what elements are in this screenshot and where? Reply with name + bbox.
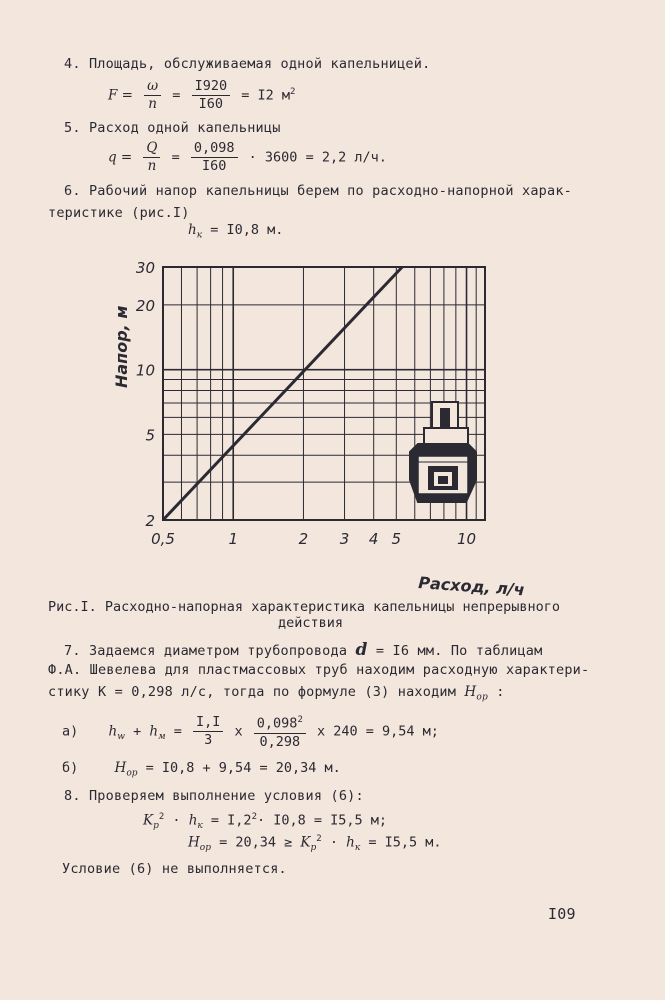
figure-caption-line1: Рис.I. Расходно-напорная характеристика капельницы непрерывного [48, 599, 561, 615]
y-tick-label: 5 [145, 426, 155, 445]
page-number: I09 [548, 905, 576, 923]
figure-caption-line2: действия [278, 615, 344, 631]
item-6-text-line2: теристике (рис.I) [48, 205, 190, 221]
y-tick-label: 30 [135, 259, 155, 277]
x-tick-label: 0,5 [151, 530, 175, 548]
x-tick-label: 3 [339, 530, 350, 548]
item-5-text: 5. Расход одной капельницы [64, 120, 281, 136]
item-8-text: 8. Проверяем выполнение условия (6): [64, 788, 364, 804]
y-tick-label: 20 [135, 296, 155, 315]
y-tick-label: 2 [145, 512, 155, 530]
x-tick-label: 5 [391, 530, 402, 548]
x-tick-label: 4 [368, 530, 379, 548]
item-4-text: 4. Площадь, обслуживаемая одной капельницей. [64, 56, 431, 72]
item-6-text-line1: 6. Рабочий напор капельницы берем по расходно-напорной харак- [64, 183, 572, 199]
x-tick-label: 1 [228, 530, 239, 548]
head-loss-formula: а) $h_w + h_м$ = $\frac{I,I}{3}$ x $\frac{0,098^2}{0,298}$ x 240 = 9,54 м; [62, 713, 439, 750]
condition-check-line1: $K_p^2 \cdot h_к = I,2^2\cdot I0,8 = I5,5$ м; [143, 812, 388, 832]
item-7-line1: 7. Задаемся диаметром трубопровода d = I6 мм. По таблицам [64, 640, 543, 660]
x-axis-title: Расход, л/ч [417, 573, 526, 600]
item-7-line3: стику К = 0,298 л/с, тогда по формуле (3) находим $Н_{ор}$ : [48, 684, 505, 703]
condition-check-line2: $Н_{ор} = 20,34 \ge K_p^2 \cdot h_к = I5,5$ м. [188, 834, 442, 854]
area-formula: F = $\frac{\omega}{n}$ = $\frac{I920}{I60}$ = I2 $м^2$ [108, 78, 296, 112]
working-head-value: $h_к = I0,8$ м. [188, 222, 284, 241]
flow-formula: q = $\frac{Q}{n}$ = $\frac{0,098}{I60}$ · 3600 = 2,2 л/ч. [108, 140, 387, 174]
x-tick-label: 2 [298, 530, 309, 548]
y-tick-label: 10 [135, 361, 155, 380]
conclusion-text: Условие (6) не выполняется. [62, 861, 287, 877]
required-head-formula: б) $Н_{ор} = I0,8 + 9,54 = 20,34$ м. [62, 760, 341, 779]
item-7-line2: Ф.А. Шевелева для пластмассовых труб находим расходную характери- [48, 662, 590, 678]
y-axis-title: Напор, м [112, 305, 131, 388]
x-tick-label: 10 [456, 530, 477, 548]
